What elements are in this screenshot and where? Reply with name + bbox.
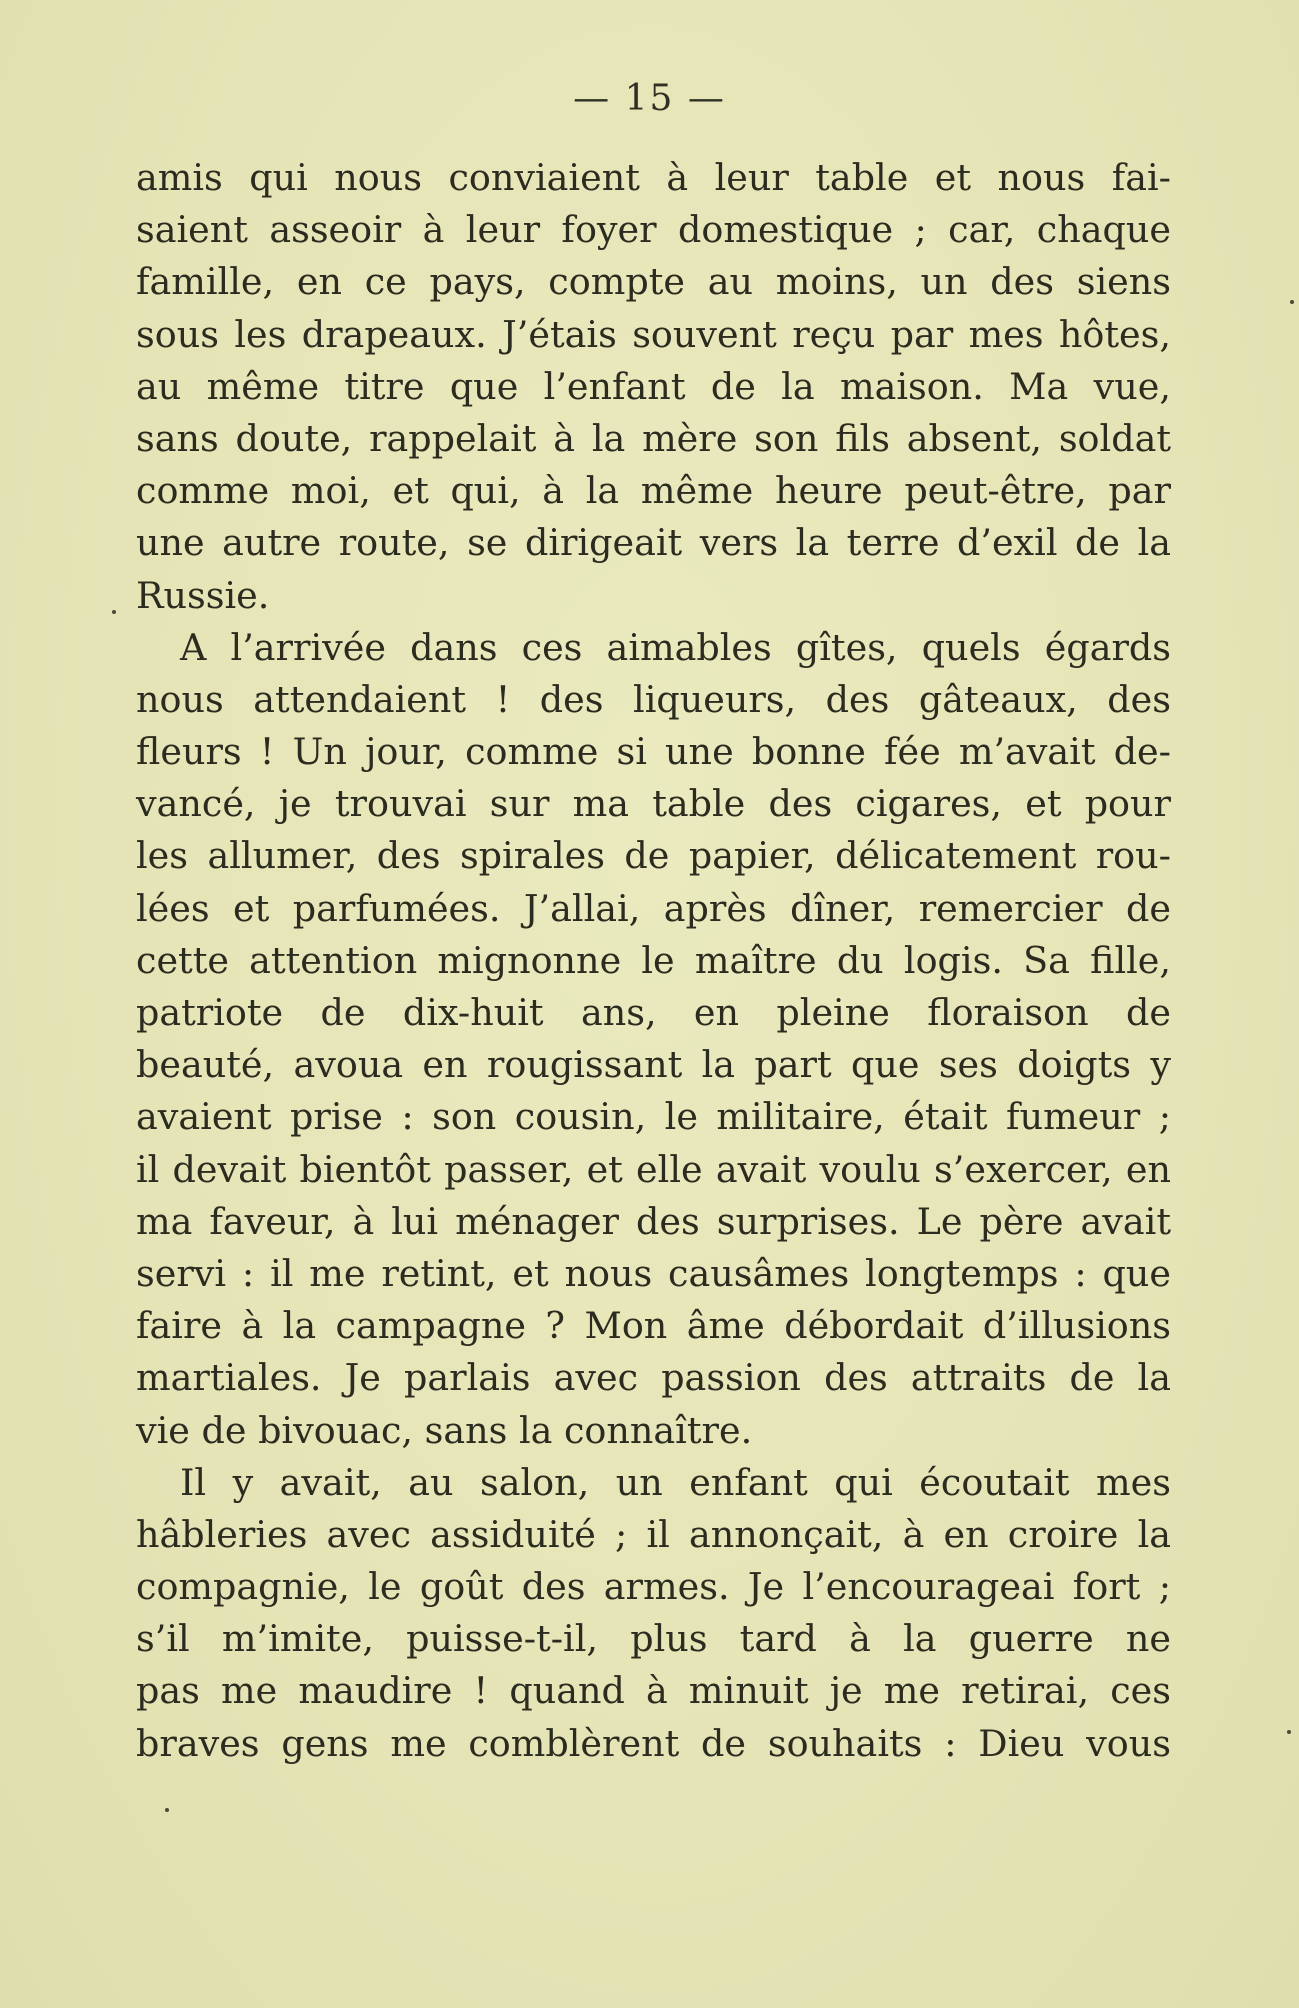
text-line: faire à la campagne ? Mon âme débordait d’illusions (136, 1304, 1171, 1348)
text-line: amis qui nous conviaient à leur table et nous fai- (136, 156, 1171, 199)
text-line: fleurs ! Un jour, comme si une bonne fée m’avait de- (136, 730, 1171, 774)
text-line: servi : il me retint, et nous causâmes longtemps : que (136, 1251, 1171, 1295)
page-number: — 15 — (573, 78, 726, 119)
text-line: lées et parfumées. J’allai, après dîner, remercier de (136, 886, 1171, 930)
text-line: s’il m’imite, puisse-t-il, plus tard à la guerre ne (136, 1617, 1171, 1661)
text-line: comme moi, et qui, à la même heure peut-être, par (136, 469, 1171, 513)
text-line: compagnie, le goût des armes. Je l’encourageai fort ; (136, 1565, 1171, 1609)
text-line: martiales. Je parlais avec passion des attraits de la (136, 1356, 1171, 1400)
text-line: patriote de dix-huit ans, en pleine floraison de (136, 991, 1171, 1034)
text-line: vancé, je trouvai sur ma table des cigares, et pour (136, 782, 1171, 826)
print-speck (1290, 300, 1294, 304)
text-line: braves gens me comblèrent de souhaits : Dieu vous (136, 1721, 1171, 1765)
body-text (136, 152, 1171, 1770)
text-line: avaient prise : son cousin, le militaire, était fumeur ; (136, 1095, 1171, 1139)
text-line: sous les drapeaux. J’étais souvent reçu par mes hôtes, (136, 312, 1171, 356)
print-speck (1287, 1730, 1291, 1734)
text-line: nous attendaient ! des liqueurs, des gâteaux, des (136, 677, 1171, 721)
text-line: pas me maudire ! quand à minuit je me retirai, ces (136, 1669, 1171, 1713)
text-line: il devait bientôt passer, et elle avait voulu s’exercer, en (136, 1147, 1171, 1191)
text-line: Il y avait, au salon, un enfant qui écoutait mes (180, 1460, 1171, 1504)
text-line: A l’arrivée dans ces aimables gîtes, quels égards (180, 625, 1171, 669)
text-line: cette attention mignonne le maître du logis. Sa fille, (136, 938, 1171, 982)
text-line: Russie. (136, 573, 270, 617)
text-line: les allumer, des spirales de papier, délicatement rou- (136, 834, 1171, 878)
text-line: sans doute, rappelait à la mère son fils absent, soldat (136, 416, 1171, 460)
print-speck (112, 610, 116, 614)
text-line: ma faveur, à lui ménager des surprises. Le père avait (136, 1199, 1171, 1243)
text-line: au même titre que l’enfant de la maison. Ma vue, (136, 364, 1171, 408)
text-line: hâbleries avec assiduité ; il annonçait, à en croire la (136, 1512, 1171, 1556)
text-line: une autre route, se dirigeait vers la terre d’exil de la (136, 521, 1171, 565)
text-line: famille, en ce pays, compte au moins, un des siens (136, 260, 1171, 304)
text-line: vie de bivouac, sans la connaître. (136, 1408, 753, 1452)
print-speck (165, 1808, 169, 1812)
text-line: saient asseoir à leur foyer domestique ; car, chaque (136, 208, 1171, 252)
text-line: beauté, avoua en rougissant la part que ses doigts y (136, 1043, 1171, 1087)
